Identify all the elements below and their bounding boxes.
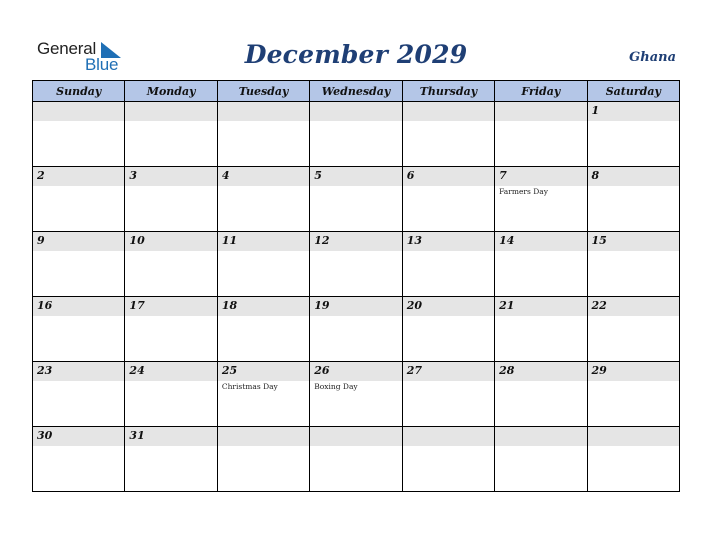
day-cell bbox=[125, 297, 217, 362]
week-row bbox=[33, 167, 680, 232]
day-number: 21 bbox=[499, 299, 515, 312]
week-row bbox=[33, 102, 680, 167]
day-cell bbox=[310, 297, 402, 362]
day-number: 17 bbox=[129, 299, 145, 312]
day-number-band bbox=[125, 427, 216, 446]
day-number-band bbox=[218, 167, 309, 186]
day-cell bbox=[402, 297, 494, 362]
day-cell bbox=[217, 102, 309, 167]
day-number-band bbox=[310, 362, 401, 381]
day-number: 14 bbox=[499, 234, 515, 247]
day-cell bbox=[495, 297, 587, 362]
day-number: 15 bbox=[591, 234, 607, 247]
day-cell bbox=[33, 232, 125, 297]
calendar-grid bbox=[32, 80, 680, 492]
day-cell bbox=[495, 362, 587, 427]
day-number-band bbox=[125, 297, 216, 316]
day-number: 25 bbox=[221, 364, 238, 377]
day-number-band bbox=[33, 167, 124, 186]
week-row bbox=[33, 427, 680, 492]
day-number: 6 bbox=[406, 169, 415, 182]
day-number-band bbox=[125, 102, 216, 121]
day-number-band bbox=[125, 167, 216, 186]
day-number-band bbox=[588, 297, 679, 316]
holiday-label: Farmers Day bbox=[499, 187, 548, 196]
weekday-header-row bbox=[33, 81, 680, 102]
weekday-header: Tuesday bbox=[217, 81, 309, 102]
day-cell bbox=[310, 167, 402, 232]
logo-text-blue: Blue bbox=[85, 55, 119, 74]
day-number-band bbox=[33, 232, 124, 251]
day-number: 2 bbox=[37, 169, 45, 182]
day-cell bbox=[587, 102, 679, 167]
weekday-header: Saturday bbox=[587, 81, 679, 102]
day-number-band bbox=[218, 362, 309, 381]
day-number-band bbox=[33, 102, 124, 121]
day-number: 31 bbox=[129, 429, 145, 442]
day-number: 19 bbox=[314, 299, 330, 312]
day-cell bbox=[217, 427, 309, 492]
day-number-band bbox=[218, 232, 309, 251]
weekday-header: Thursday bbox=[402, 81, 494, 102]
day-number: 16 bbox=[37, 299, 53, 312]
weekday-header: Sunday bbox=[33, 81, 125, 102]
day-number-band bbox=[310, 427, 401, 446]
day-number-band bbox=[588, 102, 679, 121]
day-number-band bbox=[403, 427, 494, 446]
day-number: 20 bbox=[406, 299, 422, 312]
day-number-band bbox=[495, 232, 586, 251]
day-number: 13 bbox=[406, 234, 422, 247]
calendar-title: December 2029 bbox=[244, 40, 468, 69]
day-number-band bbox=[403, 232, 494, 251]
day-number-band bbox=[403, 297, 494, 316]
day-cell bbox=[495, 232, 587, 297]
day-number-band bbox=[588, 167, 679, 186]
day-number: 10 bbox=[129, 234, 145, 247]
day-cell bbox=[217, 362, 309, 427]
day-number: 11 bbox=[221, 234, 238, 247]
day-number-band bbox=[495, 102, 586, 121]
day-cell bbox=[33, 297, 125, 362]
day-cell bbox=[402, 362, 494, 427]
day-number-band bbox=[218, 102, 309, 121]
day-number: 30 bbox=[37, 429, 53, 442]
day-cell bbox=[33, 362, 125, 427]
day-cell bbox=[125, 427, 217, 492]
day-number: 28 bbox=[499, 364, 515, 377]
week-row bbox=[33, 297, 680, 362]
day-number-band bbox=[310, 232, 401, 251]
day-cell bbox=[33, 167, 125, 232]
weekday-header: Monday bbox=[125, 81, 217, 102]
day-number: 5 bbox=[314, 169, 322, 182]
day-cell bbox=[33, 427, 125, 492]
day-cell bbox=[217, 232, 309, 297]
day-cell bbox=[402, 427, 494, 492]
day-cell bbox=[495, 427, 587, 492]
day-number: 29 bbox=[591, 364, 607, 377]
day-cell bbox=[587, 297, 679, 362]
day-number: 12 bbox=[314, 234, 330, 247]
day-number: 23 bbox=[37, 364, 53, 377]
day-number: 4 bbox=[221, 169, 230, 182]
day-number-band bbox=[495, 167, 586, 186]
day-cell bbox=[217, 167, 309, 232]
day-number-band bbox=[403, 362, 494, 381]
day-cell bbox=[33, 102, 125, 167]
day-cell bbox=[587, 362, 679, 427]
day-number: 26 bbox=[314, 364, 330, 377]
holiday-label: Boxing Day bbox=[314, 382, 358, 391]
day-number-band bbox=[218, 427, 309, 446]
day-number-band bbox=[495, 297, 586, 316]
day-cell bbox=[217, 297, 309, 362]
day-number-band bbox=[403, 167, 494, 186]
day-number: 9 bbox=[37, 234, 45, 247]
day-number-band bbox=[218, 297, 309, 316]
day-cell bbox=[310, 232, 402, 297]
day-cell bbox=[402, 167, 494, 232]
day-number-band bbox=[403, 102, 494, 121]
day-number-band bbox=[310, 297, 401, 316]
day-cell bbox=[587, 167, 679, 232]
day-number-band bbox=[310, 102, 401, 121]
day-number: 8 bbox=[591, 169, 600, 182]
holiday-label: Christmas Day bbox=[221, 382, 278, 391]
day-number-band bbox=[33, 297, 124, 316]
day-cell bbox=[402, 102, 494, 167]
day-number-band bbox=[495, 362, 586, 381]
day-cell bbox=[495, 102, 587, 167]
day-cell bbox=[125, 102, 217, 167]
day-cell bbox=[125, 167, 217, 232]
day-cell bbox=[310, 102, 402, 167]
day-cell bbox=[587, 427, 679, 492]
day-cell bbox=[310, 427, 402, 492]
day-cell bbox=[495, 167, 587, 232]
day-cell bbox=[587, 232, 679, 297]
day-number: 22 bbox=[591, 299, 607, 312]
day-number-band bbox=[33, 427, 124, 446]
day-number-band bbox=[33, 362, 124, 381]
day-number: 24 bbox=[129, 364, 145, 377]
week-row bbox=[33, 232, 680, 297]
day-cell bbox=[402, 232, 494, 297]
day-number-band bbox=[588, 427, 679, 446]
day-cell bbox=[125, 362, 217, 427]
day-number-band bbox=[588, 232, 679, 251]
day-cell bbox=[125, 232, 217, 297]
day-number-band bbox=[495, 427, 586, 446]
day-number: 3 bbox=[129, 169, 138, 182]
country-label: Ghana bbox=[629, 50, 676, 65]
day-number-band bbox=[588, 362, 679, 381]
day-cell bbox=[310, 362, 402, 427]
weekday-header: Wednesday bbox=[310, 81, 402, 102]
day-number-band bbox=[125, 232, 216, 251]
week-row bbox=[33, 362, 680, 427]
day-number: 18 bbox=[221, 299, 238, 312]
day-number-band bbox=[310, 167, 401, 186]
weekday-header: Friday bbox=[495, 81, 587, 102]
day-number: 7 bbox=[499, 169, 507, 182]
day-number: 1 bbox=[591, 104, 600, 117]
day-number-band bbox=[125, 362, 216, 381]
day-number: 27 bbox=[406, 364, 422, 377]
logo-text-general: General bbox=[37, 39, 97, 58]
